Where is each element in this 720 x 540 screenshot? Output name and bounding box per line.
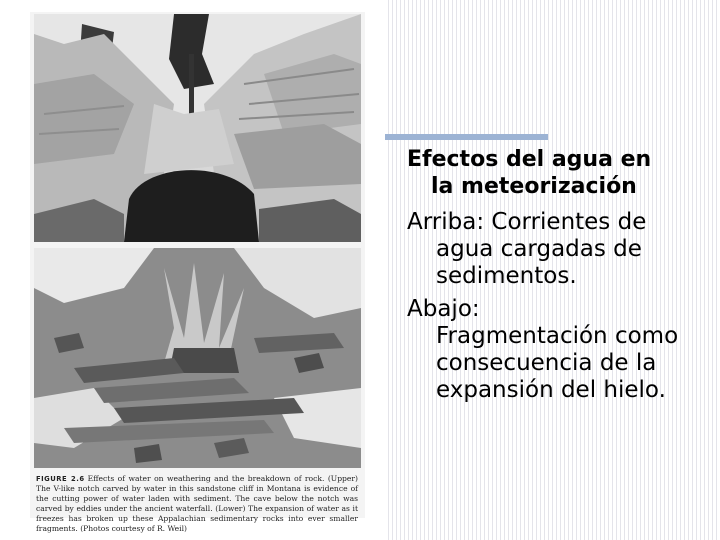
upper-photo-heading: Arriba: Corrientes de <box>407 209 647 235</box>
sandstone-cliff-image <box>34 14 361 242</box>
slide-title-line1: Efectos del agua en <box>407 147 652 172</box>
frost-fragmented-rocks-photo <box>34 248 361 468</box>
upper-photo-description <box>407 209 715 290</box>
slide-title <box>407 146 715 200</box>
textbook-figure <box>30 12 365 533</box>
figure-caption <box>36 474 358 534</box>
slide-title-line2: la meteorización <box>431 174 637 199</box>
lower-photo-description <box>407 296 715 404</box>
figure-caption-text: Effects of water on weathering and the breakdown of rock. (Upper) The V-like notch carved by water in this sandstone cliff in Montana is evidence of the cutting power of water laden with sediment. The cave below the notch was carved by eddies under the ancient waterfall. (Lower) The expansion of water as it freezes has broken up these Appalachian sedimentary rocks into ever smaller fragments. (Photos courtesy of R. Weil) <box>36 474 358 533</box>
lower-photo-heading: Abajo: <box>407 296 480 322</box>
title-accent-bar <box>385 134 548 140</box>
figure-label: FIGURE 2.6 <box>36 475 85 483</box>
lower-photo-text: Fragmentación como consecuencia de la expansión del hielo. <box>436 323 679 403</box>
sandstone-cliff-photo <box>34 14 361 242</box>
fragmented-rocks-image <box>34 248 361 468</box>
upper-photo-text: agua cargadas de sedimentos. <box>436 236 642 289</box>
slide-text-block <box>407 146 715 410</box>
